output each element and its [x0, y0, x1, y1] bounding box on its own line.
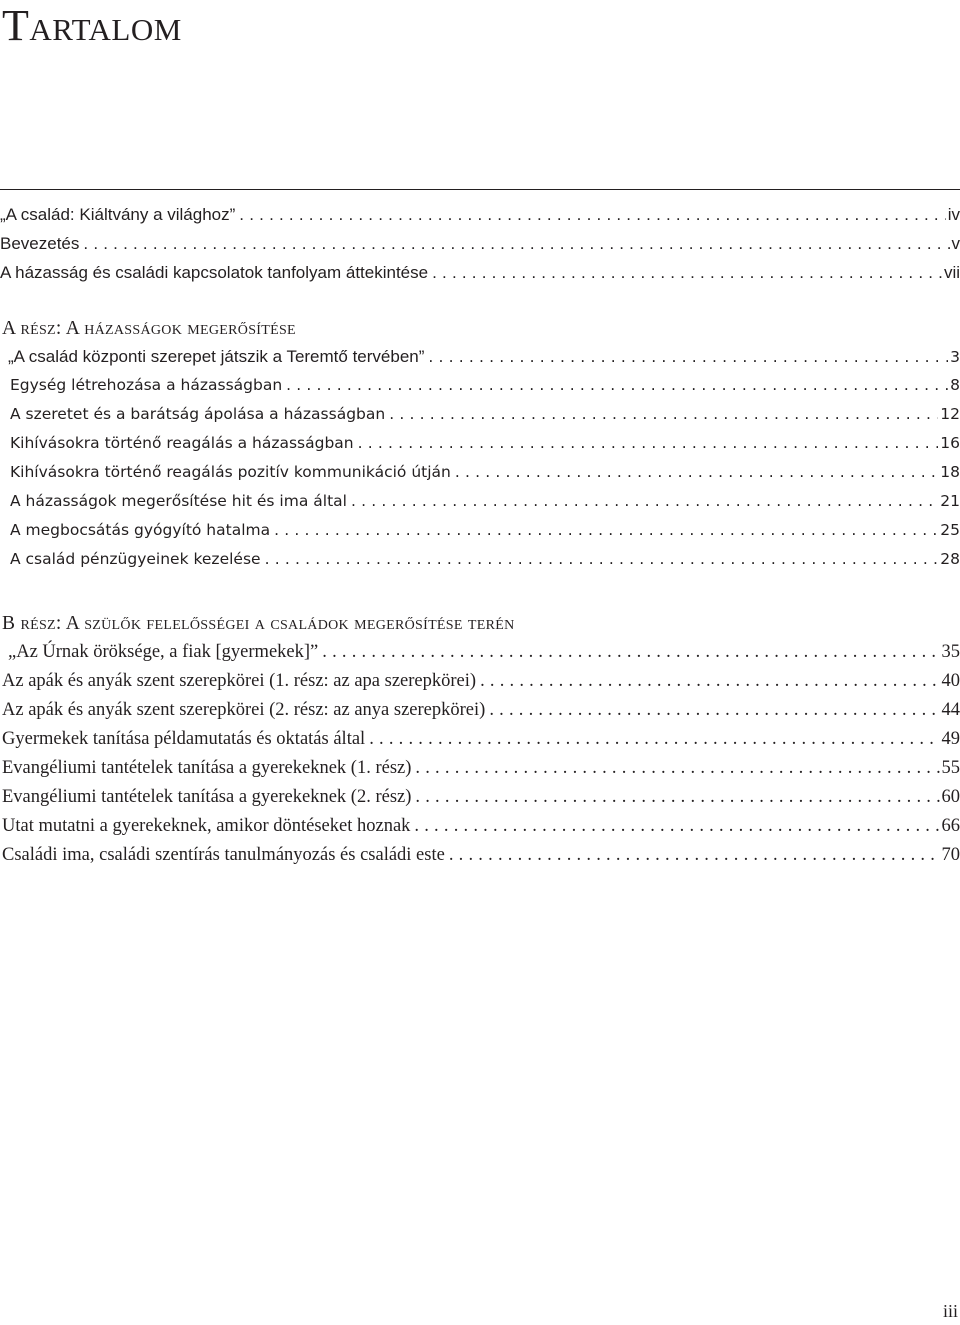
section-heading-part-b: B rész: A szülők felelősségei a családok megerősítése terén [2, 613, 515, 634]
toc-entry-title: Egység létrehozása a házasságban [0, 376, 282, 394]
page-title: Tartalom [2, 1, 182, 50]
toc-entry[interactable] [0, 758, 960, 787]
dot-leader [83, 234, 949, 254]
toc-entry-page: 66 [941, 816, 960, 836]
toc-entry-title: Gyermekek tanítása példamutatás és oktatás által [2, 729, 366, 749]
toc-entry[interactable] [0, 263, 960, 292]
toc-entry-page: 35 [941, 642, 960, 662]
toc-entry-title: A házasság és családi kapcsolatok tanfolyam áttekintése [0, 263, 429, 282]
toc-entry-page: 44 [941, 700, 960, 720]
toc-entry-page: 21 [940, 492, 960, 510]
toc-entry[interactable] [0, 492, 960, 521]
dot-leader [489, 700, 939, 721]
toc-entry[interactable] [0, 347, 960, 376]
toc-entry[interactable] [0, 642, 960, 671]
dot-leader [239, 205, 945, 225]
dot-leader [455, 463, 938, 481]
toc-front-matter [0, 205, 960, 292]
toc-entry-page: 49 [941, 729, 960, 749]
dot-leader [389, 405, 938, 423]
toc-entry-title: Utat mutatni a gyerekeknek, amikor döntéseket hoznak [2, 816, 411, 836]
toc-entry-title: Családi ima, családi szentírás tanulmányozás és családi este [2, 845, 445, 865]
toc-entry[interactable] [0, 463, 960, 492]
dot-leader [415, 758, 939, 779]
dot-leader [322, 642, 939, 663]
toc-entry-title: Bevezetés [0, 234, 80, 253]
toc-entry-page: 25 [940, 521, 960, 539]
toc-entry-page: vii [943, 263, 960, 282]
toc-entry-title: „Az Úrnak öröksége, a fiak [gyermekek]” [0, 642, 318, 663]
toc-entry-title: A megbocsátás gyógyító hatalma [0, 521, 270, 539]
toc-entry[interactable] [0, 550, 960, 579]
toc-entry-title: Kihívásokra történő reagálás pozitív kommunikáció útján [0, 463, 451, 481]
toc-entry-title: A házasságok megerősítése hit és ima által [0, 492, 347, 510]
toc-entry[interactable] [0, 434, 960, 463]
toc-entry-title: „A család: Kiáltvány a világhoz” [0, 205, 236, 224]
toc-part-b [0, 642, 960, 874]
toc-entry-page: 70 [941, 845, 960, 865]
toc-entry[interactable] [0, 700, 960, 729]
toc-entry[interactable] [0, 845, 960, 874]
toc-entry[interactable] [0, 787, 960, 816]
toc-entry[interactable] [0, 816, 960, 845]
dot-leader [432, 263, 942, 283]
dot-leader [449, 845, 940, 866]
toc-entry[interactable] [0, 729, 960, 758]
toc-entry-title: Az apák és anyák szent szerepkörei (2. rész: az anya szerepkörei) [2, 700, 486, 720]
toc-entry-title: „A család központi szerepet játszik a Teremtő tervében” [0, 347, 424, 367]
toc-entry[interactable] [0, 405, 960, 434]
toc-entry-page: 18 [940, 463, 960, 481]
toc-entry-page: 8 [950, 376, 960, 394]
toc-entry-page: 16 [940, 434, 960, 452]
toc-entry[interactable] [0, 234, 960, 263]
dot-leader [351, 492, 938, 510]
section-heading-part-a: A rész: A házasságok megerősítése [2, 318, 296, 339]
toc-entry[interactable] [0, 205, 960, 234]
dot-leader [265, 550, 939, 568]
dot-leader [480, 671, 939, 692]
dot-leader [415, 787, 939, 808]
dot-leader [428, 348, 948, 366]
toc-entry-title: Az apák és anyák szent szerepkörei (1. rész: az apa szerepkörei) [2, 671, 477, 691]
toc-entry-page: 40 [941, 671, 960, 691]
toc-entry-page: v [951, 234, 960, 253]
toc-entry[interactable] [0, 671, 960, 700]
dot-leader [358, 434, 939, 452]
toc-entry[interactable] [0, 521, 960, 550]
toc-entry-page: 28 [940, 550, 960, 568]
toc-entry-page: 3 [950, 348, 960, 366]
page-number: iii [942, 1301, 958, 1321]
toc-part-a [0, 347, 960, 579]
dot-leader [414, 816, 939, 837]
toc-entry-page: iv [947, 205, 960, 224]
dot-leader [274, 521, 938, 539]
toc-entry-title: Evangéliumi tantételek tanítása a gyerekeknek (2. rész) [2, 787, 412, 807]
toc-entry-title: Evangéliumi tantételek tanítása a gyerekeknek (1. rész) [2, 758, 412, 778]
toc-entry-page: 55 [941, 758, 960, 778]
toc-entry-title: Kihívásokra történő reagálás a házasságban [0, 434, 354, 452]
toc-entry-page: 12 [940, 405, 960, 423]
toc-entry-title: A család pénzügyeinek kezelése [0, 550, 261, 568]
dot-leader [369, 729, 939, 750]
title-divider [0, 189, 960, 190]
toc-entry[interactable] [0, 376, 960, 405]
toc-entry-page: 60 [941, 787, 960, 807]
toc-entry-title: A szeretet és a barátság ápolása a házasságban [0, 405, 385, 423]
dot-leader [286, 376, 948, 394]
